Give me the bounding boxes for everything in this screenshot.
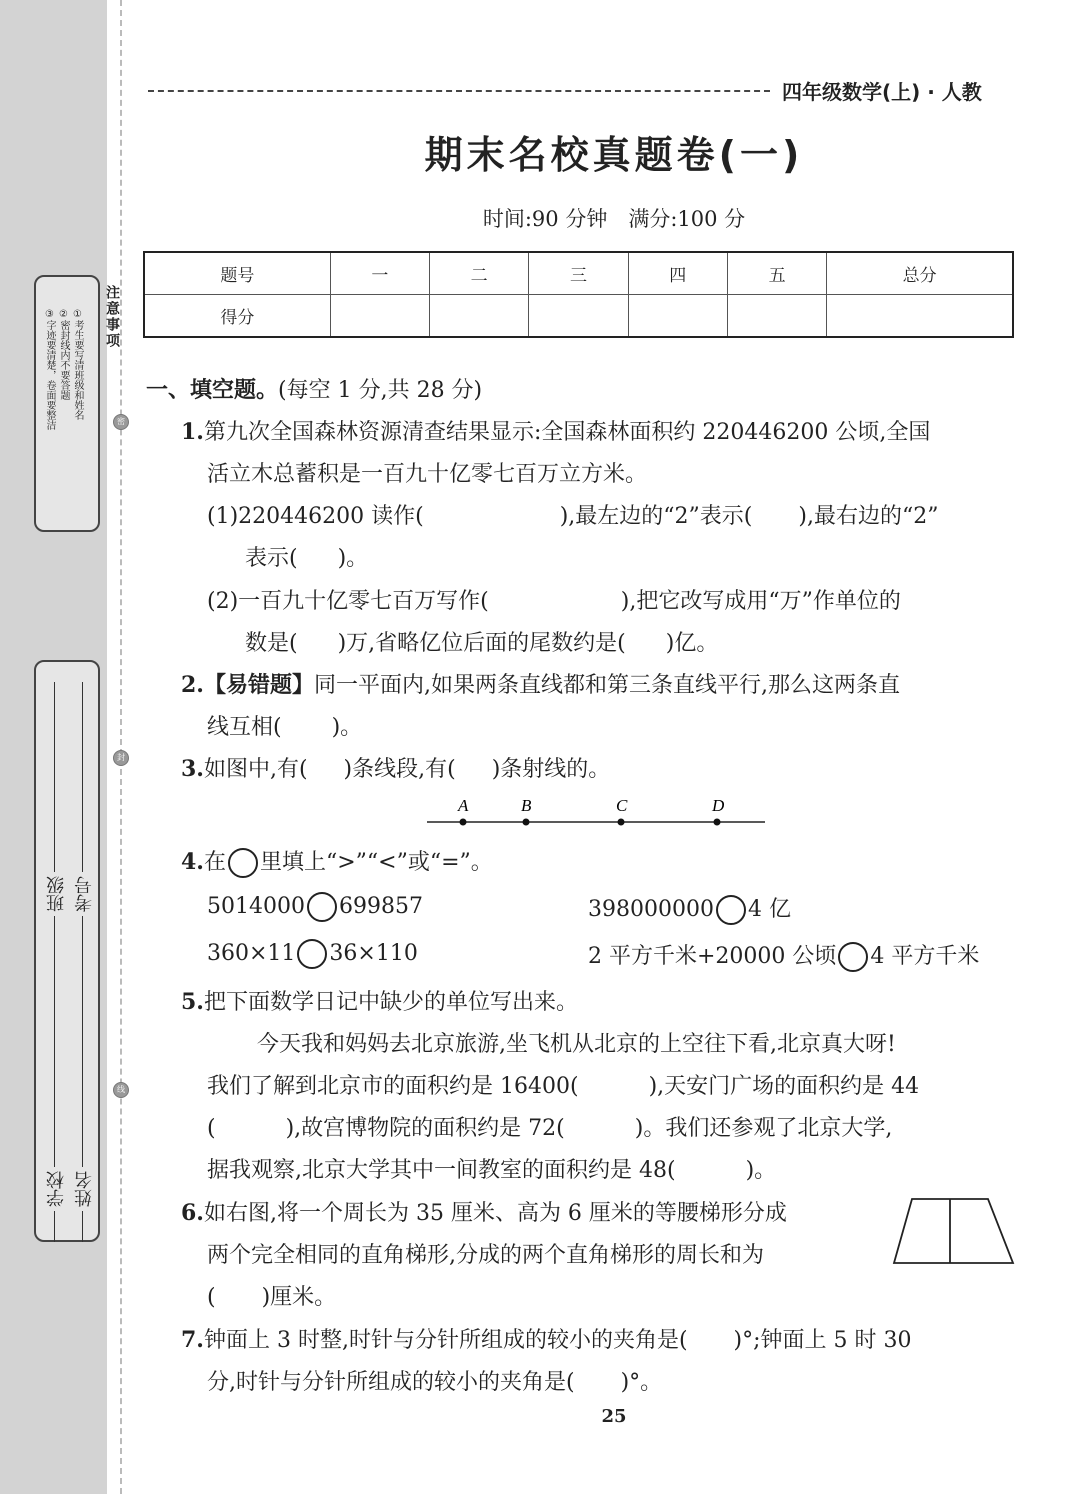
fill-line bbox=[82, 682, 83, 1242]
page-number: 25 bbox=[601, 1406, 627, 1427]
info-column-left bbox=[42, 662, 68, 1240]
text-segment: 线互相( bbox=[207, 715, 282, 740]
score-cell[interactable] bbox=[628, 295, 727, 338]
point-d-dot bbox=[714, 819, 721, 826]
text-segment: 如图中,有( bbox=[203, 757, 308, 782]
info-column-right bbox=[70, 662, 96, 1240]
score-cell[interactable] bbox=[330, 295, 429, 338]
compare-item bbox=[588, 939, 979, 972]
text-segment: 里填上“>”“<”或“=”。 bbox=[259, 850, 493, 875]
question-1-part-2 bbox=[207, 584, 901, 615]
section-note: (每空 1 分,共 28 分) bbox=[278, 378, 483, 403]
text-segment: )。 bbox=[745, 1158, 777, 1183]
trapezoid-figure bbox=[890, 1196, 1018, 1266]
compare-right: 4 亿 bbox=[747, 897, 791, 922]
text-segment: )厘米。 bbox=[261, 1285, 337, 1310]
text-segment: ( bbox=[207, 1116, 216, 1141]
notice-item: ③字迹要清楚，卷面要整洁 bbox=[44, 309, 55, 430]
question-3 bbox=[181, 752, 610, 783]
text-segment: (1)220446200 读作( bbox=[207, 504, 424, 529]
class-label: 班级 bbox=[44, 872, 70, 916]
point-b-dot bbox=[523, 819, 530, 826]
score-cell[interactable] bbox=[827, 295, 1013, 338]
trapezoid-shape bbox=[894, 1199, 1013, 1263]
line-segment-figure bbox=[425, 792, 770, 832]
student-info-box bbox=[34, 660, 100, 1242]
compare-right: 4 平方千米 bbox=[870, 944, 980, 969]
notice-item: ①考生要写清班级和姓名 bbox=[72, 309, 83, 420]
point-c-dot bbox=[618, 819, 625, 826]
question-text: 如右图,将一个周长为 35 厘米、高为 6 厘米的等腰梯形分成 bbox=[203, 1201, 787, 1226]
notice-box bbox=[34, 275, 120, 532]
point-a-label: A bbox=[458, 796, 469, 815]
question-7 bbox=[181, 1323, 912, 1354]
fill-line bbox=[54, 682, 55, 1242]
question-text: 活立木总蓄积是一百九十亿零七百万立方米。 bbox=[207, 462, 648, 487]
seal-mark: 密 bbox=[113, 414, 129, 430]
diary-text: 今天我和妈妈去北京旅游,坐飞机从北京的上空往下看,北京真大呀! bbox=[257, 1032, 896, 1057]
question-number: 5. bbox=[181, 989, 204, 1015]
seal-mark: 线 bbox=[113, 1082, 129, 1098]
point-c-label: C bbox=[616, 796, 628, 815]
compare-item bbox=[207, 892, 423, 922]
score-header-cell: 一 bbox=[330, 252, 429, 295]
question-text: 两个完全相同的直角梯形,分成的两个直角梯形的周长和为 bbox=[207, 1243, 764, 1268]
compare-circle[interactable] bbox=[297, 939, 327, 969]
question-number: 6. bbox=[181, 1200, 204, 1226]
question-text: 把下面数学日记中缺少的单位写出来。 bbox=[203, 990, 578, 1015]
text-segment: ( bbox=[207, 1285, 216, 1310]
section-label: 一、填空题。 bbox=[146, 378, 279, 403]
score-header-cell: 二 bbox=[430, 252, 529, 295]
text-segment: ),把它改写成用“万”作单位的 bbox=[620, 589, 901, 614]
text-segment: 据我观察,北京大学其中一间教室的面积约是 48( bbox=[207, 1158, 676, 1183]
question-text: 同一平面内,如果两条直线都和第三条直线平行,那么这两条直 bbox=[313, 673, 900, 698]
text-segment: )。 bbox=[337, 546, 369, 571]
text-segment: (2)一百九十亿零七百万写作( bbox=[207, 589, 489, 614]
score-header-cell: 四 bbox=[628, 252, 727, 295]
notice-item: ②密封线内不要答题 bbox=[58, 309, 69, 400]
score-header-cell: 三 bbox=[529, 252, 628, 295]
compare-item bbox=[588, 892, 791, 925]
compare-circle[interactable] bbox=[716, 895, 746, 925]
question-number: 2. bbox=[181, 672, 204, 698]
text-segment: 分,时针与分针所组成的较小的夹角是( bbox=[207, 1370, 575, 1395]
question-number: 1. bbox=[181, 419, 204, 445]
question-7-cont bbox=[207, 1365, 662, 1396]
score-header-cell: 题号 bbox=[144, 252, 330, 295]
diary-text bbox=[207, 1069, 919, 1100]
compare-left: 398000000 bbox=[588, 897, 714, 922]
point-b-label: B bbox=[521, 796, 532, 815]
compare-left: 2 平方千米+20000 公顷 bbox=[588, 944, 837, 969]
question-1-part-1 bbox=[207, 499, 938, 530]
compare-left: 5014000 bbox=[207, 894, 305, 919]
compare-right: 36×110 bbox=[329, 941, 418, 966]
text-segment: )°;钟面上 5 时 30 bbox=[733, 1328, 912, 1353]
score-header-cell: 总分 bbox=[827, 252, 1013, 295]
score-table-header-row bbox=[144, 252, 1013, 295]
text-segment: 我们了解到北京市的面积约是 16400( bbox=[207, 1074, 579, 1099]
text-segment: ),故宫博物院的面积约是 72( bbox=[285, 1116, 565, 1141]
text-segment: )。我们还参观了北京大学, bbox=[634, 1116, 893, 1141]
text-segment: ),最左边的“2”表示( bbox=[559, 504, 753, 529]
score-header-cell: 五 bbox=[727, 252, 826, 295]
section-heading bbox=[146, 373, 482, 404]
compare-item bbox=[207, 939, 418, 969]
question-text: 第九次全国森林资源清查结果显示:全国森林面积约 220446200 公顷,全国 bbox=[203, 420, 931, 445]
text-segment: 数是( bbox=[245, 631, 298, 656]
score-row-label: 得分 bbox=[144, 295, 330, 338]
notice-items bbox=[42, 309, 84, 509]
question-1-part-1-cont bbox=[245, 541, 368, 572]
text-segment: )万,省略亿位后面的尾数约是( bbox=[337, 631, 626, 656]
exam-no-label: 考号 bbox=[72, 872, 98, 916]
question-2 bbox=[181, 668, 900, 699]
diary-text bbox=[207, 1153, 776, 1184]
score-cell[interactable] bbox=[529, 295, 628, 338]
question-4 bbox=[181, 845, 493, 878]
text-segment: )条线段,有( bbox=[343, 757, 456, 782]
name-label: 姓名 bbox=[72, 1167, 98, 1211]
text-segment: )。 bbox=[331, 715, 363, 740]
text-segment: )°。 bbox=[620, 1370, 663, 1395]
question-tag: 【易错题】 bbox=[203, 673, 314, 698]
compare-right: 699857 bbox=[338, 894, 423, 919]
subject-label: 四年级数学(上) · 人教 bbox=[782, 80, 982, 104]
compare-circle[interactable] bbox=[838, 942, 868, 972]
compare-circle-icon bbox=[228, 848, 258, 878]
text-segment: ),天安门广场的面积约是 44 bbox=[648, 1074, 920, 1099]
school-label: 学校 bbox=[44, 1167, 70, 1211]
seal-mark: 封 bbox=[113, 750, 129, 766]
point-a-dot bbox=[460, 819, 467, 826]
score-cell[interactable] bbox=[727, 295, 826, 338]
header-dashed-line bbox=[148, 90, 770, 92]
compare-left: 360×11 bbox=[207, 941, 296, 966]
text-segment: ),最右边的“2” bbox=[798, 504, 939, 529]
exam-time-score: 时间:90 分钟 满分:100 分 bbox=[482, 207, 746, 231]
notice-title: 注意事项 bbox=[104, 285, 120, 349]
question-1 bbox=[181, 415, 930, 446]
diary-text bbox=[207, 1111, 892, 1142]
point-d-label: D bbox=[712, 796, 725, 815]
question-5 bbox=[181, 985, 578, 1016]
question-6 bbox=[181, 1196, 787, 1227]
text-segment: )条射线的。 bbox=[491, 757, 611, 782]
question-6-cont bbox=[207, 1280, 336, 1311]
question-number: 7. bbox=[181, 1327, 204, 1353]
page-title: 期末名校真题卷(一) bbox=[424, 133, 804, 177]
text-segment: 表示( bbox=[245, 546, 298, 571]
score-cell[interactable] bbox=[430, 295, 529, 338]
question-2-cont bbox=[207, 710, 362, 741]
question-number: 3. bbox=[181, 756, 204, 782]
question-1-part-2-cont bbox=[245, 626, 718, 657]
text-segment: )亿。 bbox=[665, 631, 719, 656]
score-table bbox=[143, 251, 1014, 338]
question-number: 4. bbox=[181, 849, 204, 875]
compare-circle[interactable] bbox=[307, 892, 337, 922]
text-segment: 在 bbox=[203, 850, 226, 875]
text-segment: 钟面上 3 时整,时针与分针所组成的较小的夹角是( bbox=[203, 1328, 688, 1353]
score-table-row bbox=[144, 295, 1013, 338]
